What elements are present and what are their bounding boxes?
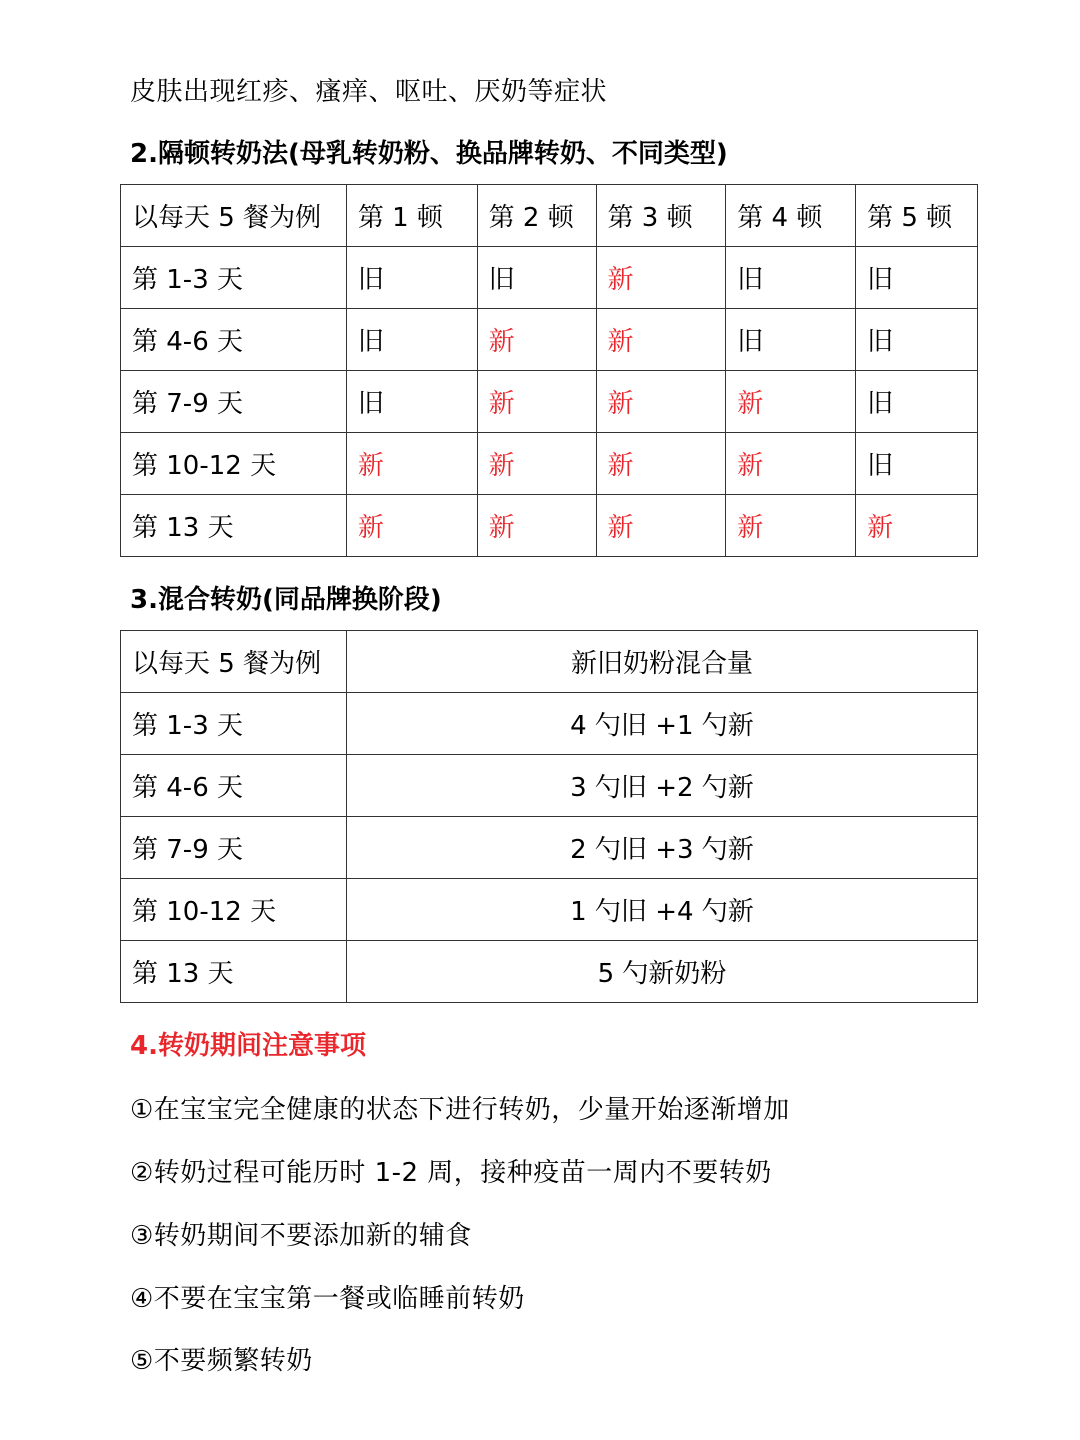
alternate-meal-table [120,184,978,557]
mix-amount-cell: 3 勺旧 +2 勺新 [346,755,977,817]
intro-text: 皮肤出现红疹、瘙痒、呕吐、厌奶等症状 [130,77,608,107]
meal-cell: 新 [856,495,978,557]
day-cell: 第 4-6 天 [121,309,347,371]
meal-cell: 新 [596,247,726,309]
table-row [121,371,978,433]
note-item: ④不要在宝宝第一餐或临睡前转奶 [130,1284,525,1314]
meal-cell: 新 [346,433,477,495]
meal-cell: 新 [726,433,856,495]
table-row [121,433,978,495]
meal-cell: 旧 [346,247,477,309]
table-row [121,755,978,817]
header-cell: 第 2 顿 [477,185,596,247]
table-header-row [121,631,978,693]
meal-cell: 旧 [726,247,856,309]
meal-cell: 旧 [726,309,856,371]
day-cell: 第 1-3 天 [121,247,347,309]
meal-cell: 旧 [346,371,477,433]
meal-cell: 新 [477,371,596,433]
meal-cell: 旧 [346,309,477,371]
mixed-formula-table [120,630,978,1003]
header-cell: 第 1 顿 [346,185,477,247]
header-cell: 新旧奶粉混合量 [346,631,977,693]
table-header-row [121,185,978,247]
mix-amount-cell: 5 勺新奶粉 [346,941,977,1003]
note-item: ⑤不要频繁转奶 [130,1346,313,1376]
header-cell: 以每天 5 餐为例 [121,185,347,247]
day-cell: 第 13 天 [121,941,347,1003]
meal-cell: 新 [477,433,596,495]
section2-heading: 2.隔顿转奶法(母乳转奶粉、换品牌转奶、不同类型) [130,139,728,169]
note-item: ②转奶过程可能历时 1-2 周，接种疫苗一周内不要转奶 [130,1158,772,1188]
header-cell: 第 5 顿 [856,185,978,247]
meal-cell: 新 [726,371,856,433]
header-cell: 第 4 顿 [726,185,856,247]
note-item: ①在宝宝完全健康的状态下进行转奶，少量开始逐渐增加 [130,1095,790,1125]
day-cell: 第 7-9 天 [121,817,347,879]
meal-cell: 旧 [477,247,596,309]
mix-amount-cell: 2 勺旧 +3 勺新 [346,817,977,879]
day-cell: 第 10-12 天 [121,433,347,495]
day-cell: 第 10-12 天 [121,879,347,941]
day-cell: 第 13 天 [121,495,347,557]
section3-heading: 3.混合转奶(同品牌换阶段) [130,585,442,615]
day-cell: 第 7-9 天 [121,371,347,433]
meal-cell: 旧 [856,371,978,433]
table-row [121,693,978,755]
meal-cell: 新 [596,433,726,495]
mix-amount-cell: 1 勺旧 +4 勺新 [346,879,977,941]
day-cell: 第 1-3 天 [121,693,347,755]
table-row [121,309,978,371]
mix-amount-cell: 4 勺旧 +1 勺新 [346,693,977,755]
day-cell: 第 4-6 天 [121,755,347,817]
table-row [121,941,978,1003]
meal-cell: 新 [596,309,726,371]
meal-cell: 新 [596,495,726,557]
header-cell: 以每天 5 餐为例 [121,631,347,693]
header-cell: 第 3 顿 [596,185,726,247]
meal-cell: 新 [346,495,477,557]
meal-cell: 新 [596,371,726,433]
meal-cell: 旧 [856,247,978,309]
meal-cell: 新 [477,495,596,557]
meal-cell: 新 [726,495,856,557]
meal-cell: 旧 [856,433,978,495]
table-row [121,817,978,879]
table-row [121,495,978,557]
meal-cell: 新 [477,309,596,371]
table-row [121,247,978,309]
note-item: ③转奶期间不要添加新的辅食 [130,1221,472,1251]
meal-cell: 旧 [856,309,978,371]
table-row [121,879,978,941]
section4-heading: 4.转奶期间注意事项 [130,1031,366,1061]
